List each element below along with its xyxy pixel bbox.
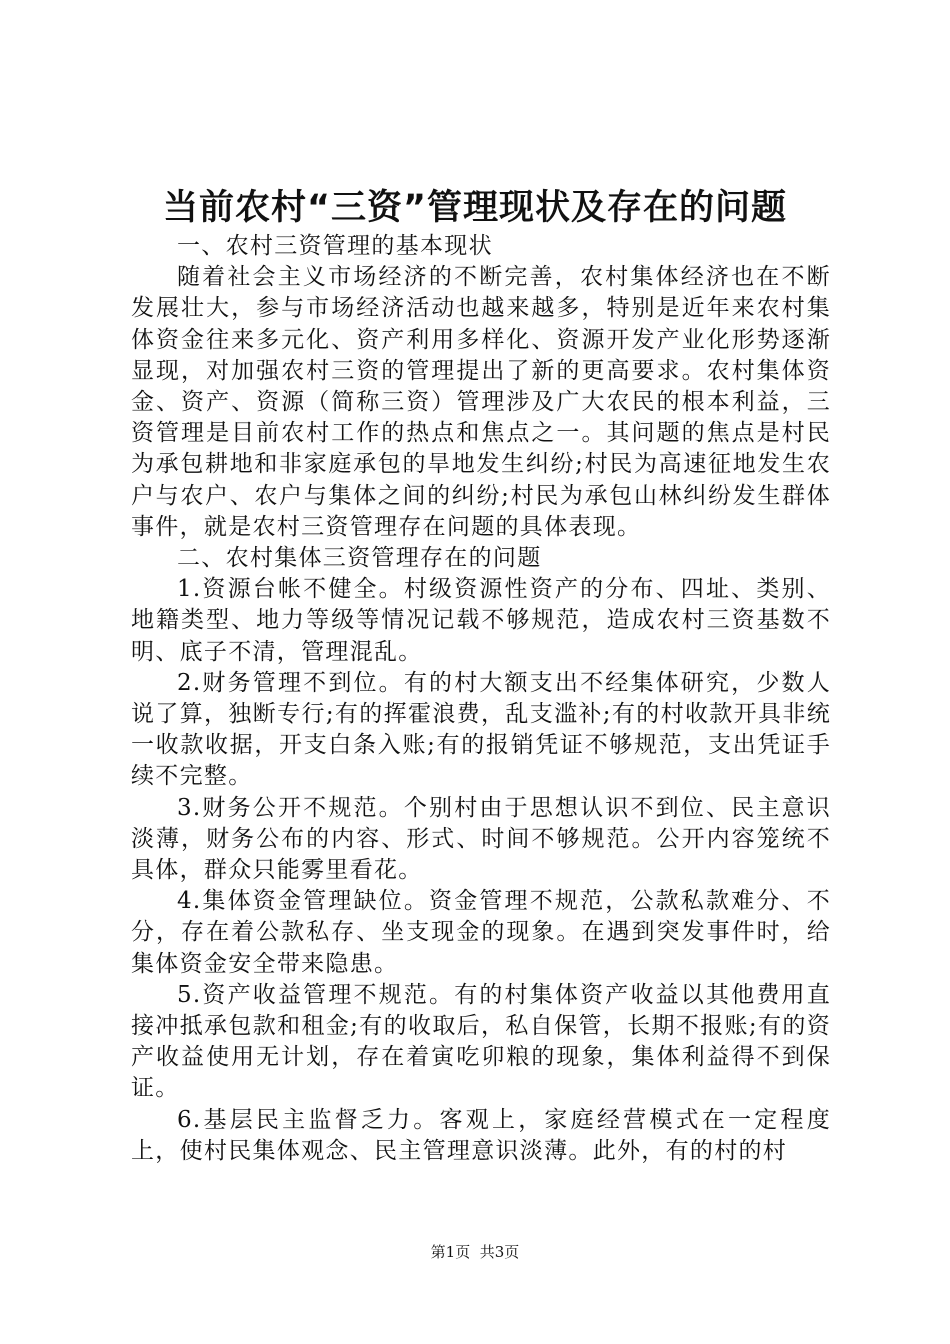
paragraph-problem-5: 5.资产收益管理不规范。有的村集体资产收益以其他费用直接冲抵承包款和租金;有的收取后，私自保管，长期不报账;有的资产收益使用无计划，存在着寅吃卯粮的现象，集体利益得不到保证。 bbox=[131, 981, 831, 1102]
document-body bbox=[131, 231, 831, 1167]
page-footer bbox=[0, 1242, 950, 1262]
paragraph-problem-1: 1.资源台帐不健全。村级资源性资产的分布、四址、类别、地籍类型、地力等级等情况记载不够规范，造成农村三资基数不明、底子不清，管理混乱。 bbox=[131, 576, 831, 665]
section-heading-1: 一、农村三资管理的基本现状 bbox=[177, 233, 493, 259]
document-title: 当前农村“三资”管理现状及存在的问题 bbox=[162, 188, 787, 228]
paragraph-problem-2: 2.财务管理不到位。有的村大额支出不经集体研究，少数人说了算，独断专行;有的挥霍浪费，乱支滥补;有的村收款开具非统一收款收据，开支白条入账;有的报销凭证不够规范，支出凭证手续不完整。 bbox=[131, 669, 831, 790]
paragraph-problem-4: 4.集体资金管理缺位。资金管理不规范，公款私款难分、不分，存在着公款私存、坐支现金的现象。在遇到突发事件时，给集体资金安全带来隐患。 bbox=[131, 888, 831, 977]
paragraph-problem-6: 6.基层民主监督乏力。客观上，家庭经营模式在一定程度上，使村民集体观念、民主管理意识淡薄。此外，有的村的村 bbox=[131, 1106, 831, 1164]
total-pages: 共3页 bbox=[479, 1243, 520, 1261]
section-heading-2: 二、农村集体三资管理存在的问题 bbox=[177, 545, 542, 572]
footer-separator bbox=[470, 1243, 480, 1261]
paragraph-problem-3: 3.财务公开不规范。个别村由于思想认识不到位、民主意识淡薄，财务公布的内容、形式、时间不够规范。公开内容笼统不具体，群众只能雾里看花。 bbox=[131, 794, 831, 884]
page-number: 第1页 bbox=[430, 1243, 471, 1261]
paragraph-current-status: 随着社会主义市场经济的不断完善，农村集体经济也在不断发展壮大，参与市场经济活动也越来越多，特别是近年来农村集体资金往来多元化、资产利用多样化、资源开发产业化形势逐渐显现，对加强农村三资的管理提出了新的更高要求。农村集体资金、资产、资源（简称三资）管理涉及广大农民的根本利益，三资管理是目前农村工作的热点和焦点之一。其问题的焦点是村民为承包耕地和非家庭承包的旱地发生纠纷;村民为高速征地发生农户与农户、农户与集体之间的纠纷;村民为承包山林纠纷发生群体事件，就是农村三资管理存在问题的具体表现。 bbox=[131, 264, 831, 540]
